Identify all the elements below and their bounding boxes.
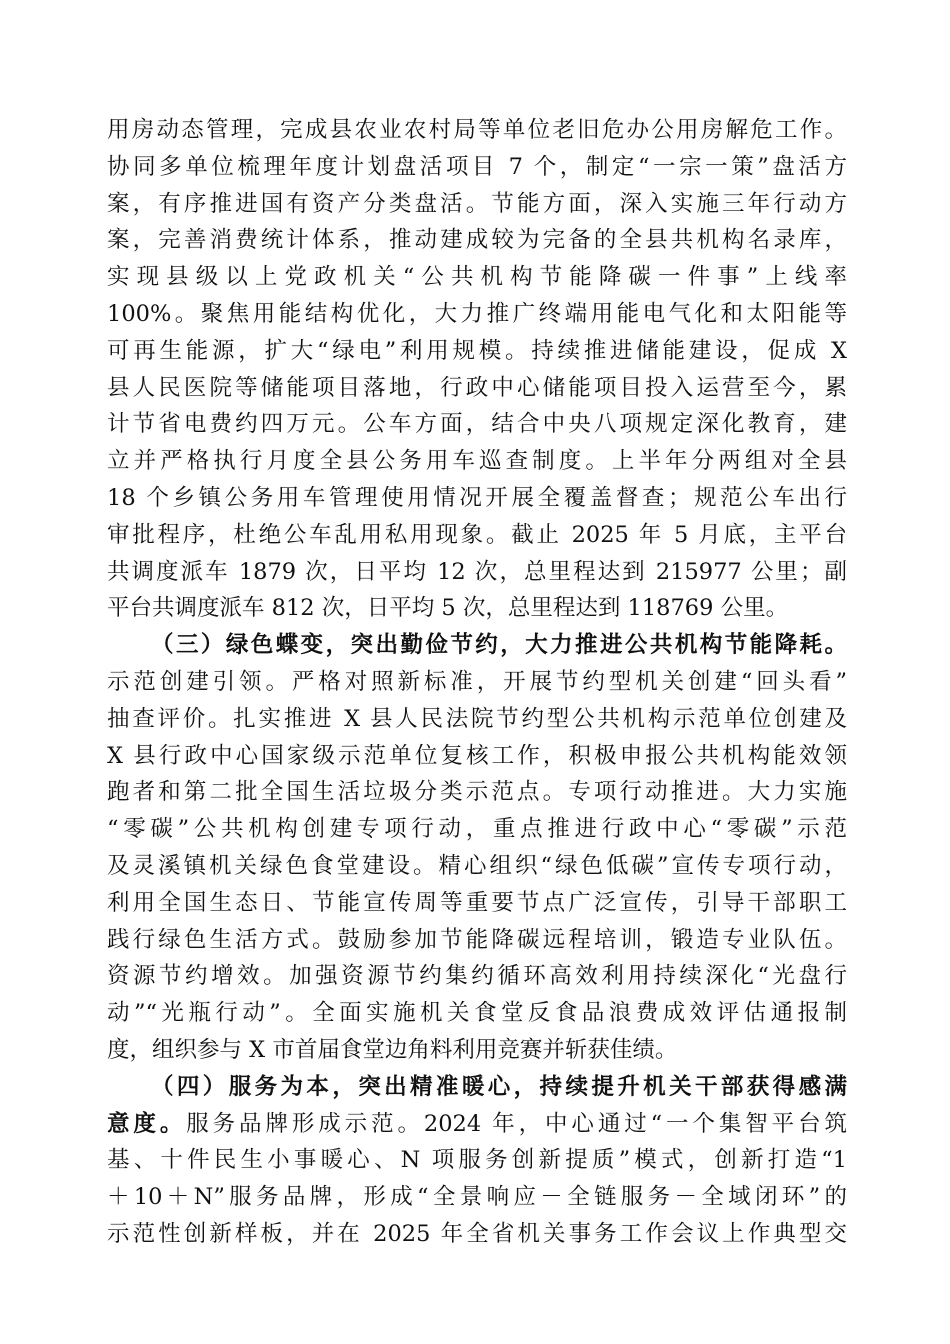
body-text: 基、十件民生小事暖心、N 项服务创新提质”模式，创新打造“1 (107, 1147, 847, 1174)
text-line (107, 406, 847, 443)
paragraph (107, 1069, 847, 1253)
text-line (107, 922, 847, 959)
body-text: 示范创建引领。严格对照新标准，开展节约型机关创建“回头看” (107, 668, 847, 695)
body-text: 立并严格执行月度全县公务用车巡查制度。上半年分两组对全县 (107, 448, 847, 475)
body-text: 践行绿色生活方式。鼓励参加节能降碳远程培训，锻造专业队伍。 (107, 926, 847, 953)
text-line (107, 259, 847, 296)
text-line (107, 296, 847, 333)
body-text: 案，有序推进国有资产分类盘活。节能方面，深入实施三年行动方 (107, 190, 847, 217)
section-heading-line (107, 627, 847, 664)
paragraph (107, 627, 847, 1069)
text-line (107, 112, 847, 149)
text-line (107, 958, 847, 995)
body-text: “零碳”公共机构创建专项行动，重点推进行政中心“零碳”示范 (107, 816, 847, 843)
text-line (107, 1142, 847, 1179)
body-text: 可再生能源，扩大“绿电”利用规模。持续推进储能建设，促成 X (107, 337, 847, 364)
text-line (107, 848, 847, 885)
paragraph (107, 112, 847, 627)
body-text: 及灵溪镇机关绿色食堂建设。精心组织“绿色低碳”宣传专项行动， (107, 852, 847, 879)
bold-text: （四）服务为本，突出精准暖心，持续提升机关干部获得感满 (151, 1073, 847, 1100)
body-text: X 县行政中心国家级示范单位复核工作，积极申报公共机构能效领 (107, 742, 847, 769)
body-text: 动”“光瓶行动”。全面实施机关食堂反食品浪费成效评估通报制 (107, 1000, 847, 1027)
text-line (107, 554, 847, 591)
body-text: 利用全国生态日、节能宣传周等重要节点广泛宣传，引导干部职工 (107, 889, 847, 916)
text-line (107, 370, 847, 407)
body-text: 审批程序，杜绝公车乱用私用现象。截止 2025 年 5 月底，主平台 (107, 521, 847, 548)
text-line (107, 738, 847, 775)
body-text: 示范性创新样板，并在 2025 年全省机关事务工作会议上作典型交 (107, 1220, 847, 1247)
text-line (107, 1179, 847, 1216)
body-text: 协同多单位梳理年度计划盘活项目 7 个，制定“一宗一策”盘活方 (107, 153, 847, 180)
body-text: 18 个乡镇公务用车管理使用情况开展全覆盖督查；规范公车出行 (107, 484, 847, 511)
body-text: 服务品牌形成示范。2024 年，中心通过“一个集智平台筑 (186, 1110, 847, 1137)
text-line (107, 664, 847, 701)
text-line (107, 333, 847, 370)
text-line (107, 1032, 847, 1069)
body-text: 案，完善消费统计体系，推动建成较为完备的全县共机构名录库， (107, 227, 847, 254)
text-line (107, 480, 847, 517)
body-text: 共调度派车 1879 次，日平均 12 次，总里程达到 215977 公里；副 (107, 558, 847, 585)
body-text: ＋10＋N”服务品牌，形成“全景响应－全链服务－全域闭环”的 (107, 1184, 847, 1211)
body-text: 100%。聚焦用能结构优化，大力推广终端用能电气化和太阳能等 (107, 300, 847, 327)
text-line (107, 701, 847, 738)
bold-text: （三）绿色蝶变，突出勤俭节约，大力推进公共机构节能降耗。 (151, 632, 847, 659)
text-line (107, 222, 847, 259)
text-line (107, 1106, 847, 1143)
body-text: 资源节约增效。加强资源节约集约循环高效利用持续深化“光盘行 (107, 963, 847, 990)
body-text: 用房动态管理，完成县农业农村局等单位老旧危办公用房解危工作。 (107, 117, 847, 143)
text-line (107, 443, 847, 480)
text-line (107, 590, 847, 627)
text-line (107, 517, 847, 554)
body-text: 计节省电费约四万元。公车方面，结合中央八项规定深化教育，建 (107, 411, 847, 438)
section-heading-line (107, 1069, 847, 1106)
text-line (107, 774, 847, 811)
body-text: 抽查评价。扎实推进 X 县人民法院节约型公共机构示范单位创建及 (107, 705, 847, 732)
bold-text: 意度。 (107, 1110, 187, 1137)
text-line (107, 186, 847, 223)
text-line (107, 811, 847, 848)
text-line (107, 885, 847, 922)
document-page (107, 112, 847, 1253)
body-text: 平台共调度派车 812 次，日平均 5 次，总里程达到 118769 公里。 (107, 595, 789, 622)
text-line (107, 995, 847, 1032)
text-line (107, 149, 847, 186)
text-line (107, 1216, 847, 1253)
body-text: 实现县级以上党政机关“公共机构节能降碳一件事”上线率 (107, 264, 847, 291)
body-text: 跑者和第二批全国生活垃圾分类示范点。专项行动推进。大力实施 (107, 779, 847, 806)
body-text: 度，组织参与 X 市首届食堂边角料利用竞赛并斩获佳绩。 (107, 1036, 678, 1063)
body-text: 县人民医院等储能项目落地，行政中心储能项目投入运营至今，累 (107, 374, 847, 401)
